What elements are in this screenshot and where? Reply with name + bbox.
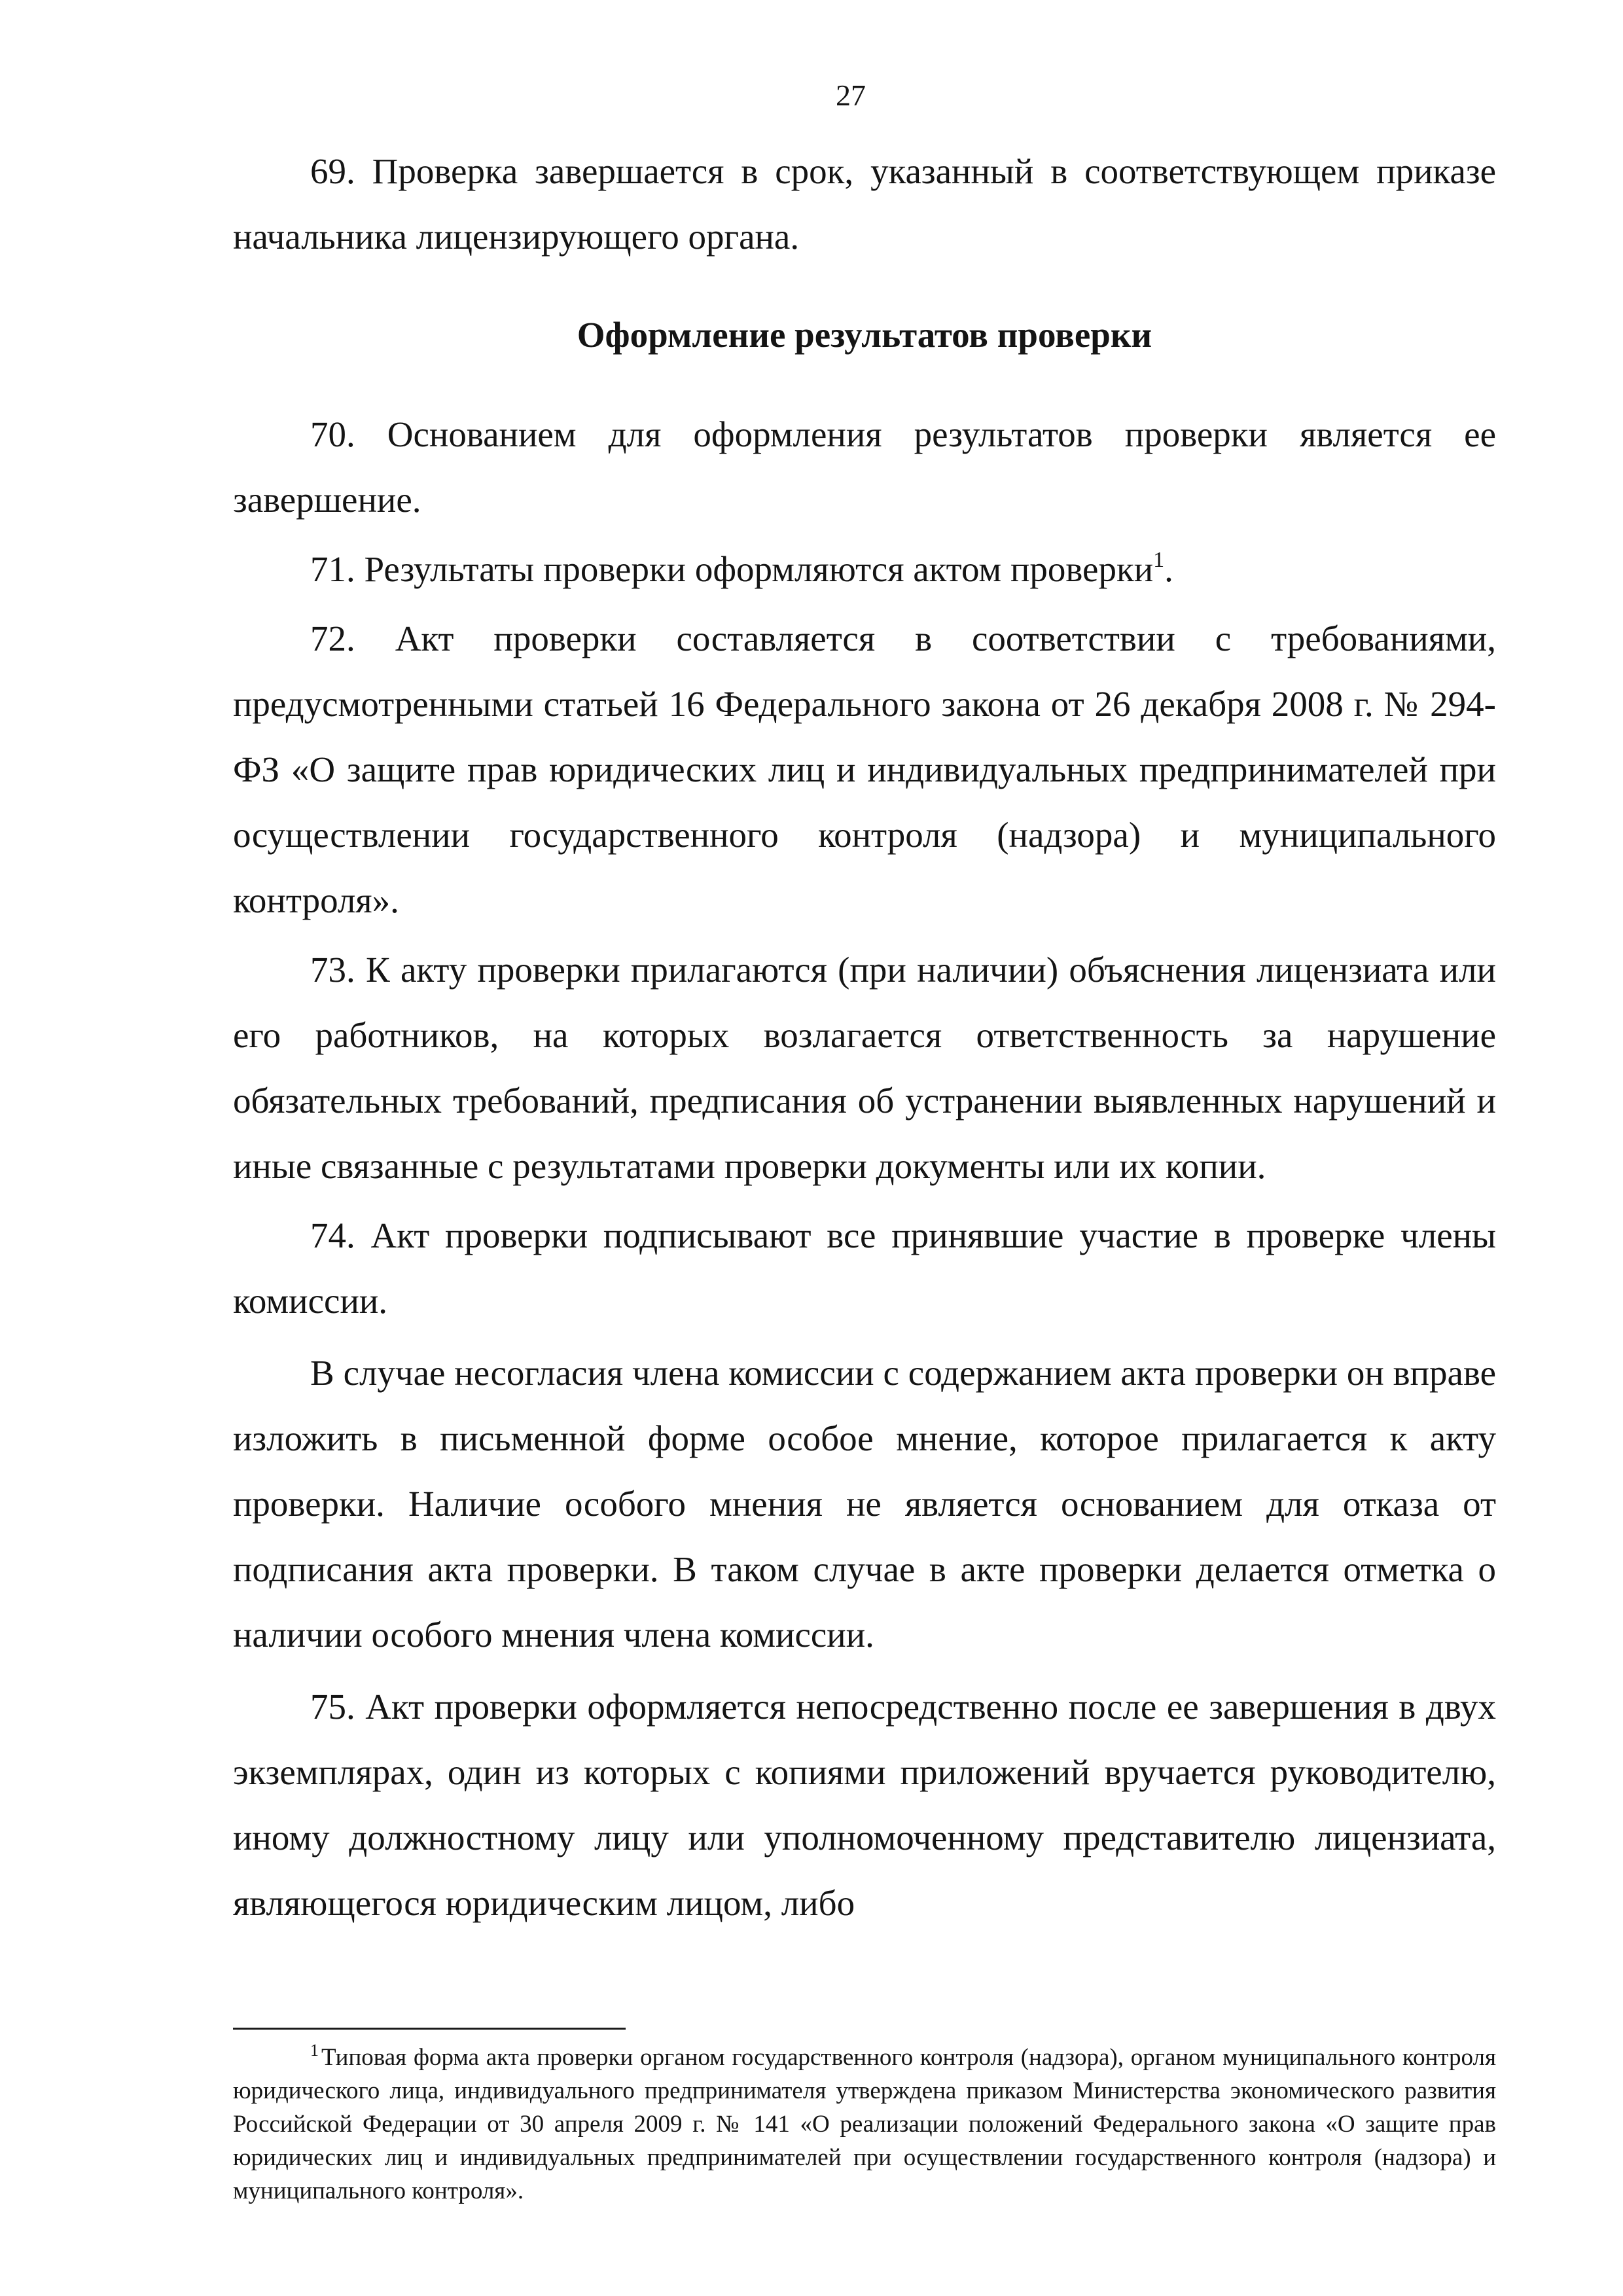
footnote-separator — [233, 2028, 626, 2030]
footnotes — [233, 2041, 1496, 2208]
paragraph-74: 74. Акт проверки подписывают все принявшие участие в проверке члены комиссии. — [233, 1215, 1496, 1321]
footnote-mark: 1 — [310, 2041, 319, 2060]
page-number: 27 — [836, 79, 866, 112]
paragraph-75: 75. Акт проверки оформляется непосредственно после ее завершения в двух экземплярах, один из которых с копиями приложений вручается руководителю, иному должностному лицу или уполномоченному представителю лицензиата, являющегося юридическим лицом, либо — [233, 1687, 1496, 1923]
paragraph-71 — [233, 537, 1496, 602]
paragraph-73: 73. К акту проверки прилагаются (при наличии) объяснения лицензиата или его работников, на которых возлагается ответственность за нарушение обязательных требований, предписания об устранении выявленных нарушений и иные связанные с результатами проверки документы или их копии. — [233, 950, 1496, 1186]
paragraph-74-continued: В случае несогласия члена комиссии с содержанием акта проверки он вправе изложить в письменной форме особое мнение, которое прилагается к акту проверки. Наличие особого мнения не является основанием для отказа от подписания акта проверки. В таком случае в акте проверки делается отметка о наличии особого мнения члена комиссии. — [233, 1353, 1496, 1655]
paragraph-69: 69. Проверка завершается в срок, указанный в соответствующем приказе начальника лицензирующего органа. — [233, 151, 1496, 257]
footnote-1 — [233, 2041, 1496, 2208]
paragraph-70: 70. Основанием для оформления результатов проверки является ее завершение. — [233, 414, 1496, 520]
footnote-text: Типовая форма акта проверки органом государственного контроля (надзора), органом муниципального контроля юридического лица, индивидуального предпринимателя утверждена приказом Министерства экономического развития Российской Федерации от 30 апреля 2009 г. № 141 «О реализации положений Федерального закона «О защите прав юридических лиц и индивидуальных предпринимателей при осуществлении государственного контроля (надзора) и муниципального контроля». — [233, 2044, 1496, 2204]
section-heading: Оформление результатов проверки — [577, 315, 1152, 355]
footnote-reference: 1 — [1153, 548, 1165, 572]
paragraph-71-end: . — [1164, 549, 1173, 589]
document-body — [233, 139, 1496, 1936]
paragraph-71-text: 71. Результаты проверки оформляются актом проверки — [310, 549, 1154, 589]
paragraph-72: 72. Акт проверки составляется в соответствии с требованиями, предусмотренными статьей 16 Федерального закона от 26 декабря 2008 г. № 294-ФЗ «О защите прав юридических лиц и индивидуальных предпринимателей при осуществлении государственного контроля (надзора) и муниципального контроля». — [233, 619, 1496, 920]
